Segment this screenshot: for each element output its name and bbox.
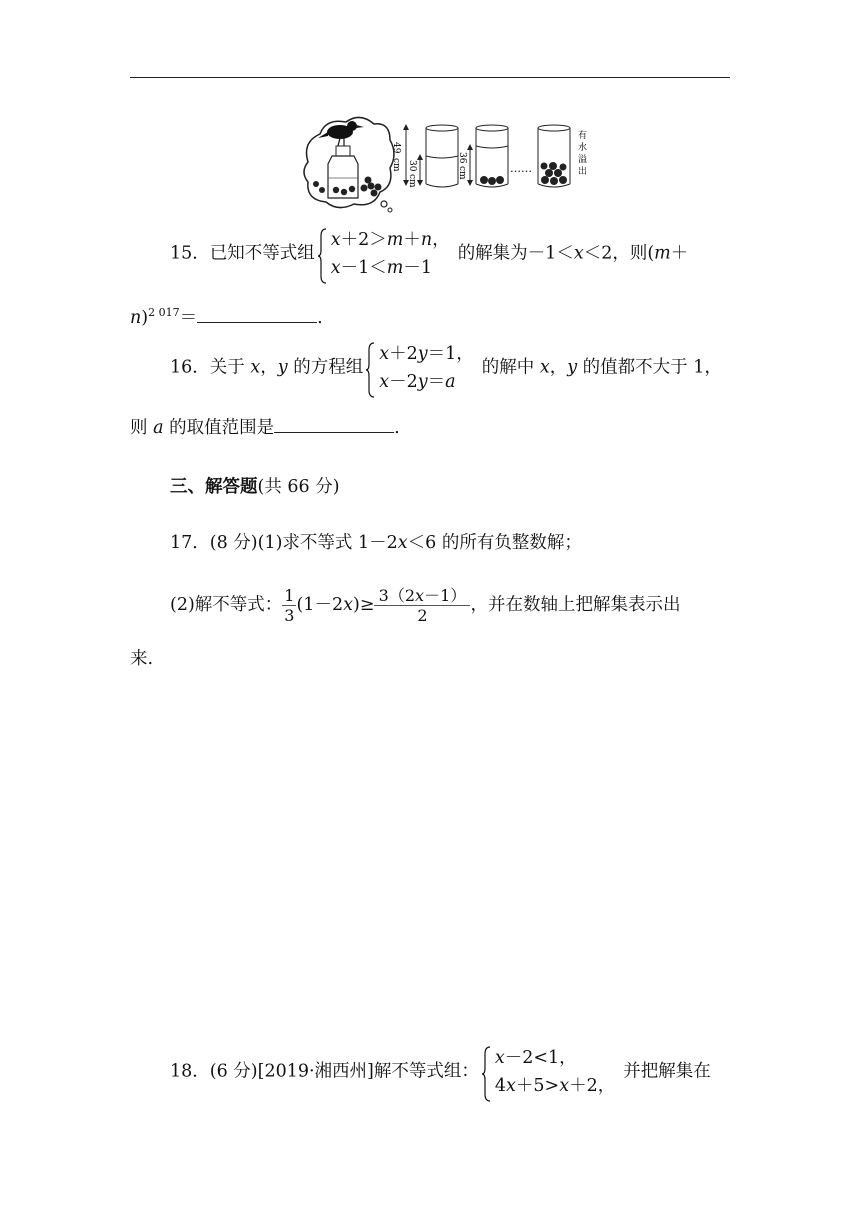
fraction-one-third: $\frac{1}{3}$: [284, 586, 295, 625]
unit-cm-label-3: cm: [457, 166, 467, 180]
height-30-label: 30: [407, 160, 417, 172]
unit-cm-label: cm: [391, 158, 401, 172]
overflow-char-3: 溢: [578, 155, 588, 165]
question-16: 16．关于 x，y 的方程组 x＋2y＝1， x－2y＝a 的解中 x，y 的值都不大于 1，: [170, 340, 722, 396]
brace-icon: [365, 342, 375, 398]
overflow-char-1: 有: [578, 131, 588, 141]
height-36-label: 36: [457, 152, 467, 164]
unit-cm-label-2: cm: [407, 174, 417, 188]
brace-icon: [481, 1046, 491, 1102]
question-15: 15．已知不等式组 x＋2＞m＋n， x－1＜m－1 的解集为－1＜x＜2，则(m＋: [170, 226, 688, 282]
section-3-heading: 三、解答题(共 66 分): [170, 477, 340, 497]
cylinder-2: [476, 125, 508, 187]
system-16: x＋2y＝1， x－2y＝a: [365, 340, 474, 396]
overflow-char-2: 水: [578, 143, 588, 153]
question-15-line2: n)$^{2 017}$＝ .: [130, 302, 323, 329]
question-16-line2: 则 a 的取值范围是 .: [130, 414, 400, 439]
system-18: x－2<1， 4x＋5>x＋2，: [481, 1044, 615, 1100]
top-rule: [130, 77, 730, 78]
question-17-line3: 来.: [130, 649, 154, 669]
overflow-char-4: 出: [578, 167, 588, 177]
cylinder-3: [538, 125, 570, 187]
question-17-part-1: 17．(8 分)(1)求不等式 1－2x＜6 的所有负整数解；: [170, 533, 582, 553]
question-17-part-2: (2)解不等式： $\frac{1}{3}$ (1－2x)≥ $\frac{3(2x-1)}{2}$ ，并在数轴上把解集表示出: [170, 586, 681, 625]
fraction-rhs: $\frac{3(2x-1)}{2}$: [374, 586, 470, 625]
answer-blank-15[interactable]: [197, 304, 317, 323]
height-49-label: 49: [391, 142, 401, 154]
answer-blank-16[interactable]: [274, 414, 394, 433]
cylinder-1: [426, 125, 458, 187]
question-18: 18．(6 分)[2019·湘西州]解不等式组： x－2<1， 4x＋5>x＋2， 并把解集在: [170, 1044, 711, 1100]
ellipsis: ……: [510, 162, 532, 175]
system-15: x＋2＞m＋n， x－1＜m－1: [317, 226, 450, 282]
crow-water-figure: [298, 112, 600, 214]
brace-icon: [317, 228, 327, 284]
